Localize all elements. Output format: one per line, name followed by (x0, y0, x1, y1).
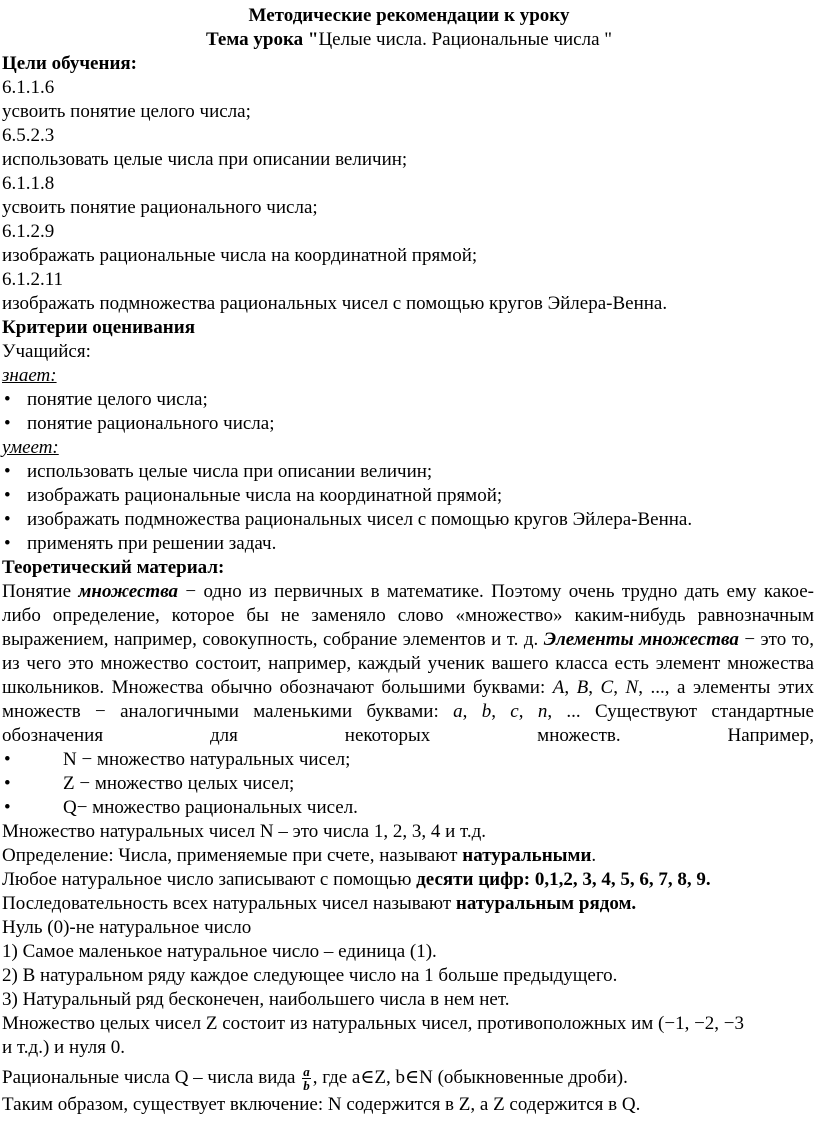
natural-set-line: Множество натуральных чисел N – это числа 1, 2, 3, 4 и т.д. (2, 821, 487, 842)
knows-list (2, 388, 816, 436)
text-run: , (564, 677, 577, 698)
term-elements: Элементы множества (543, 629, 739, 650)
list-item: • применять при решении задач. (2, 532, 816, 556)
zero-line: Нуль (0)-не натуральное число (2, 917, 252, 938)
lesson-topic (2, 28, 816, 52)
rational-line (2, 1063, 816, 1093)
text-run: Последовательность всех натуральных чисел называют (2, 893, 456, 914)
element-letter: b (481, 701, 492, 722)
text-run: Определение: Числа, применяемые при счете, называют (2, 845, 463, 866)
criteria-heading: Критерии оценивания (2, 317, 195, 338)
text-run: − это то, из чего это множество состоит, например, каждый ученик вашего класса есть элемент множества школьников. Множества обычно обозначают большими буквами: (2, 629, 815, 698)
set-letter: C (600, 677, 614, 698)
goal-text: изображать подмножества рациональных чисел с помощью кругов Эйлера-Венна. (2, 293, 668, 314)
can-list (2, 460, 816, 556)
fraction (302, 1065, 311, 1092)
text-run: , (518, 701, 538, 722)
can-label: умеет: (2, 437, 59, 458)
sets-list (2, 748, 816, 820)
element-letter: a (453, 701, 463, 722)
list-item: • Q− множество рациональных чисел. (2, 796, 816, 820)
fact-3: 3) Натуральный ряд бесконечен, наибольшего числа в нем нет. (2, 989, 510, 1010)
element-letter: c (510, 701, 519, 722)
goal-text: усвоить понятие рационального числа; (2, 197, 318, 218)
fact-2: 2) В натуральном ряду каждое следующее число на 1 больше предыдущего. (2, 965, 618, 986)
goal-text: изображать рациональные числа на координатной прямой; (2, 245, 478, 266)
goal-code: 6.1.2.11 (2, 269, 64, 290)
text-run: Рациональные числа Q – числа вида (2, 1067, 301, 1088)
text-run: , (613, 677, 626, 698)
term-set: множества (78, 581, 179, 602)
theory-paragraph (2, 580, 814, 748)
text-run: Любое натуральное число записывают с помощью (2, 869, 417, 890)
text-run: − одно из первичных в математике. Поэтому очень трудно дать ему какое-либо определение, которое бы не заменяло слово «множество» каким-нибудь равнозначным выражением, например, совокупность, собрание элементов и т. д. (2, 581, 814, 650)
list-item: • изображать подмножества рациональных чисел с помощью кругов Эйлера-Венна. (2, 508, 816, 532)
goals-list (2, 76, 816, 316)
fact-1: 1) Самое маленькое натуральное число – единица (1). (2, 941, 437, 962)
list-item: • понятие рационального числа; (2, 412, 816, 436)
goal-code: 6.5.2.3 (2, 125, 55, 146)
goals-heading: Цели обучения: (2, 53, 137, 74)
goal-text: использовать целые числа при описании величин; (2, 149, 408, 170)
integer-set-line-cont: и т.д.) и нуля 0. (2, 1037, 126, 1058)
goal-text: усвоить понятие целого числа; (2, 101, 251, 122)
term-digits: десяти цифр: 0,1,2, 3, 4, 5, 6, 7, 8, 9. (416, 869, 711, 890)
digits-line (2, 868, 816, 892)
goal-code: 6.1.1.8 (2, 173, 55, 194)
text-run: , (588, 677, 601, 698)
text-run: . (591, 845, 597, 866)
fraction-numerator: a (303, 1064, 310, 1080)
list-item: • изображать рациональные числа на координатной прямой; (2, 484, 816, 508)
list-item: • понятие целого числа; (2, 388, 816, 412)
definition-line (2, 844, 816, 868)
goal-code: 6.1.2.9 (2, 221, 55, 242)
set-letter: A (552, 677, 565, 698)
inclusion-line: Таким образом, существует включение: N содержится в Z, а Z содержится в Q. (2, 1094, 641, 1115)
goal-code: 6.1.1.6 (2, 77, 55, 98)
topic-value: Целые числа. Рациональные числа " (318, 29, 613, 50)
term-natural-series: натуральным рядом. (455, 893, 637, 914)
theory-heading: Теоретический материал: (2, 557, 225, 578)
topic-label: Тема урока " (205, 29, 319, 50)
page-title: Методические рекомендации к уроку (248, 5, 570, 26)
knows-label: знает: (2, 365, 57, 386)
fraction-denominator: b (303, 1078, 310, 1094)
student-label: Учащийся: (2, 341, 91, 362)
text-run: Понятие (2, 581, 79, 602)
list-item: • Z − множество целых чисел; (2, 772, 816, 796)
term-natural: натуральными (462, 845, 592, 866)
text-run: , ... Существуют стандартные обозначения для некоторых множеств. Например, (2, 701, 814, 746)
integer-set-line: Множество целых чисел Z состоит из натуральных чисел, противоположных им (−1, −2, −3 (2, 1013, 745, 1034)
element-letter: n (537, 701, 548, 722)
text-run: , (462, 701, 482, 722)
list-item: • использовать целые числа при описании величин; (2, 460, 816, 484)
text-run: , ..., а элементы этих множеств − аналогичными маленькими буквами: (2, 677, 815, 722)
text-run: , (491, 701, 511, 722)
list-item: • N − множество натуральных чисел; (2, 748, 816, 772)
natural-series-line (2, 892, 816, 916)
set-letter: B (576, 677, 589, 698)
set-letter: N (625, 677, 639, 698)
text-run: , где a∈Z, b∈N (обыкновенные дроби). (312, 1067, 628, 1088)
